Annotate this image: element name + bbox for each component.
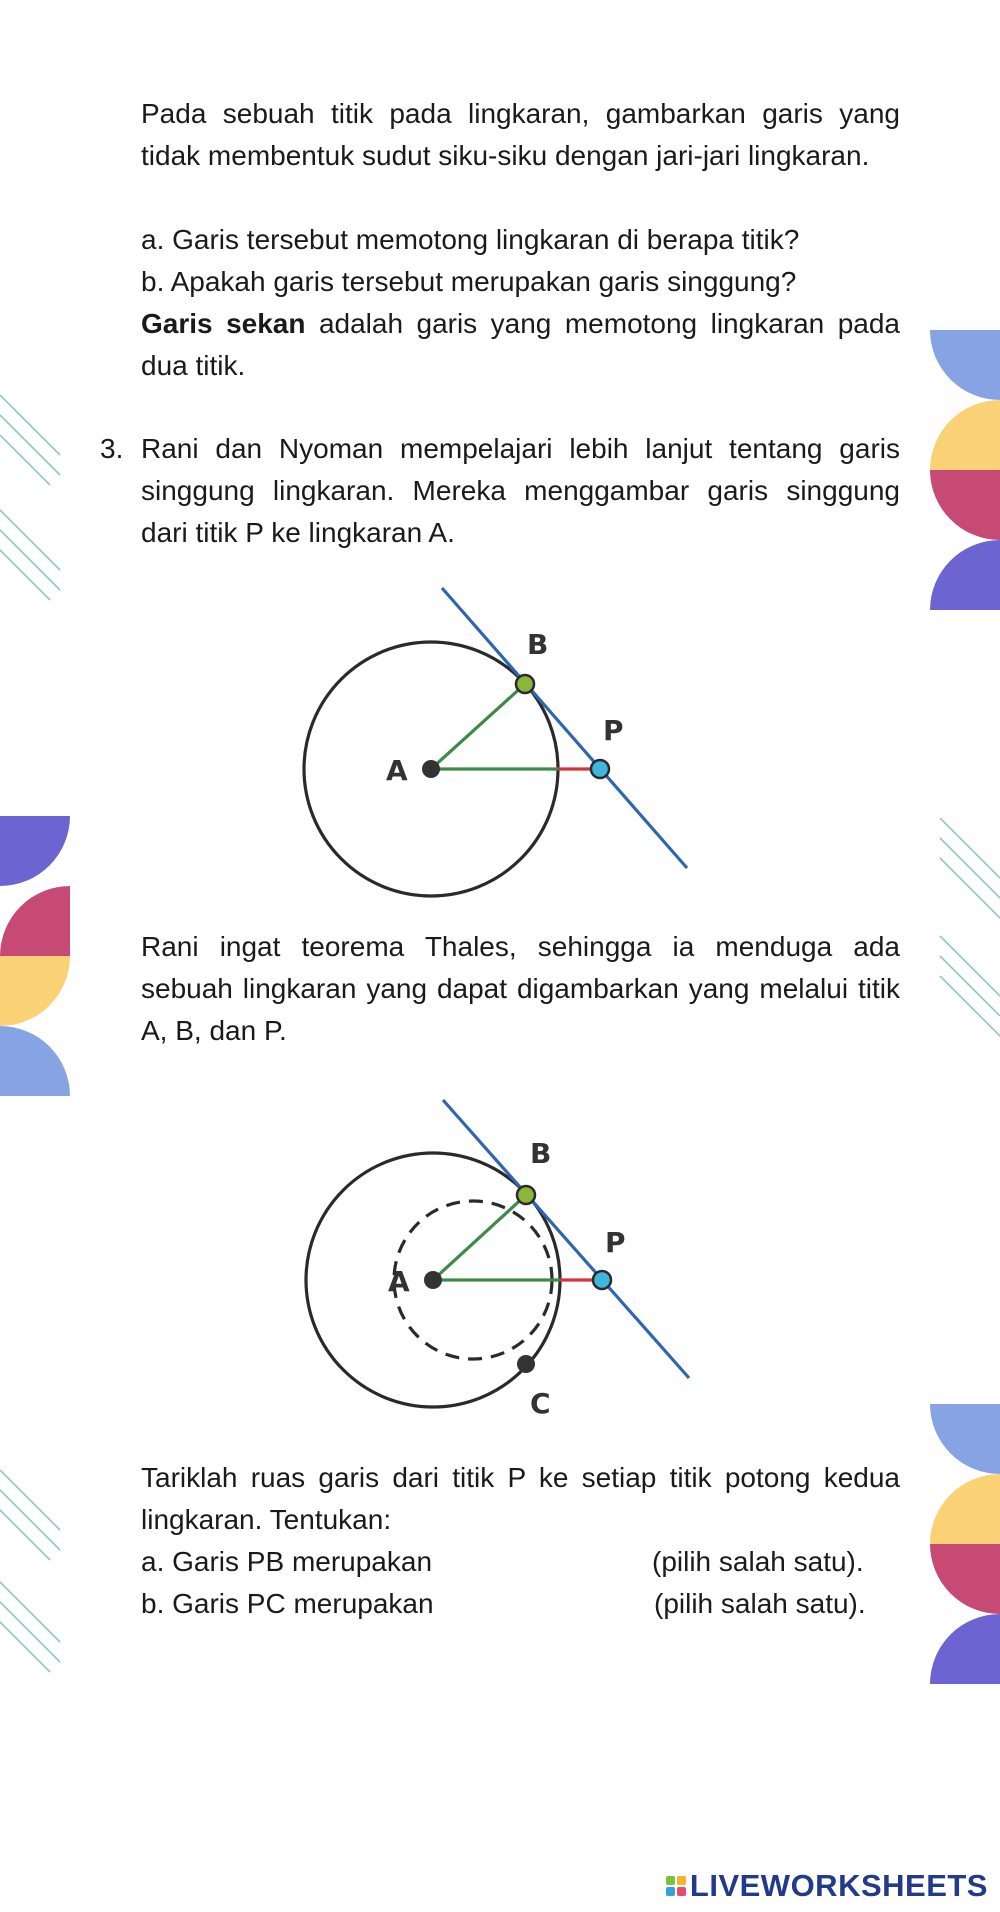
hatch-right-middle: [938, 818, 1000, 1038]
question-pc: b. Garis PC merupakan: [141, 1588, 434, 1619]
instruction-paragraph: Tariklah ruas garis dari titik P ke setiap titik potong kedua lingkaran. Tentukan:: [141, 1462, 900, 1535]
brand-icon: [666, 1876, 686, 1896]
point-p: [593, 1271, 611, 1289]
label-b: B: [527, 628, 549, 661]
problem-text: Rani dan Nyoman mempelajari lebih lanjut tentang garis singgung lingkaran. Mereka menggambar garis singgung dari titik P ke lingkaran A.: [141, 433, 900, 548]
question-pc-hint: (pilih salah satu).: [654, 1588, 866, 1619]
brand-name: LIVEWORKSHEETS: [689, 1868, 988, 1903]
thales-paragraph: Rani ingat teorema Thales, sehingga ia menduga ada sebuah lingkaran yang dapat digambarkan yang melalui titik A, B, dan P.: [141, 931, 900, 1046]
point-a: [424, 1271, 442, 1289]
point-a: [422, 760, 440, 778]
intro-question-b: b. Apakah garis tersebut merupakan garis singgung?: [141, 266, 797, 297]
point-c: [517, 1355, 535, 1373]
hatch-left-top: [0, 395, 64, 615]
label-p: P: [605, 1226, 626, 1259]
intro-question-a: a. Garis tersebut memotong lingkaran di berapa titik?: [141, 224, 800, 255]
question-pb: a. Garis PB merupakan: [141, 1546, 433, 1577]
label-b: B: [530, 1137, 552, 1170]
radius-ab: [433, 1195, 526, 1280]
point-b: [516, 675, 534, 693]
secant-definition: [141, 303, 900, 387]
figure-tangent: [290, 580, 710, 900]
secant-term: Garis sekan: [141, 308, 306, 339]
decor-right-top: [930, 330, 1000, 610]
label-p: P: [603, 714, 624, 747]
intro-paragraph: Pada sebuah titik pada lingkaran, gambarkan garis yang tidak membentuk sudut siku-siku dengan jari-jari lingkaran.: [141, 98, 900, 171]
point-p: [591, 760, 609, 778]
hatch-left-bottom: [0, 1470, 64, 1690]
tangent-line: [442, 588, 687, 868]
secant-definition-text: adalah garis yang memotong lingkaran pada dua titik.: [141, 308, 900, 381]
liveworksheets-logo: [666, 1868, 988, 1904]
label-a: A: [386, 754, 408, 787]
decor-right-bottom: [930, 1404, 1000, 1684]
problem-number: 3.: [100, 433, 124, 464]
figure-thales: [290, 1090, 710, 1430]
radius-ab: [431, 684, 525, 769]
decor-left-middle: [0, 816, 70, 1096]
point-b: [517, 1186, 535, 1204]
label-a: A: [388, 1265, 410, 1298]
label-c: C: [530, 1387, 551, 1420]
question-pb-hint: (pilih salah satu).: [652, 1546, 864, 1577]
